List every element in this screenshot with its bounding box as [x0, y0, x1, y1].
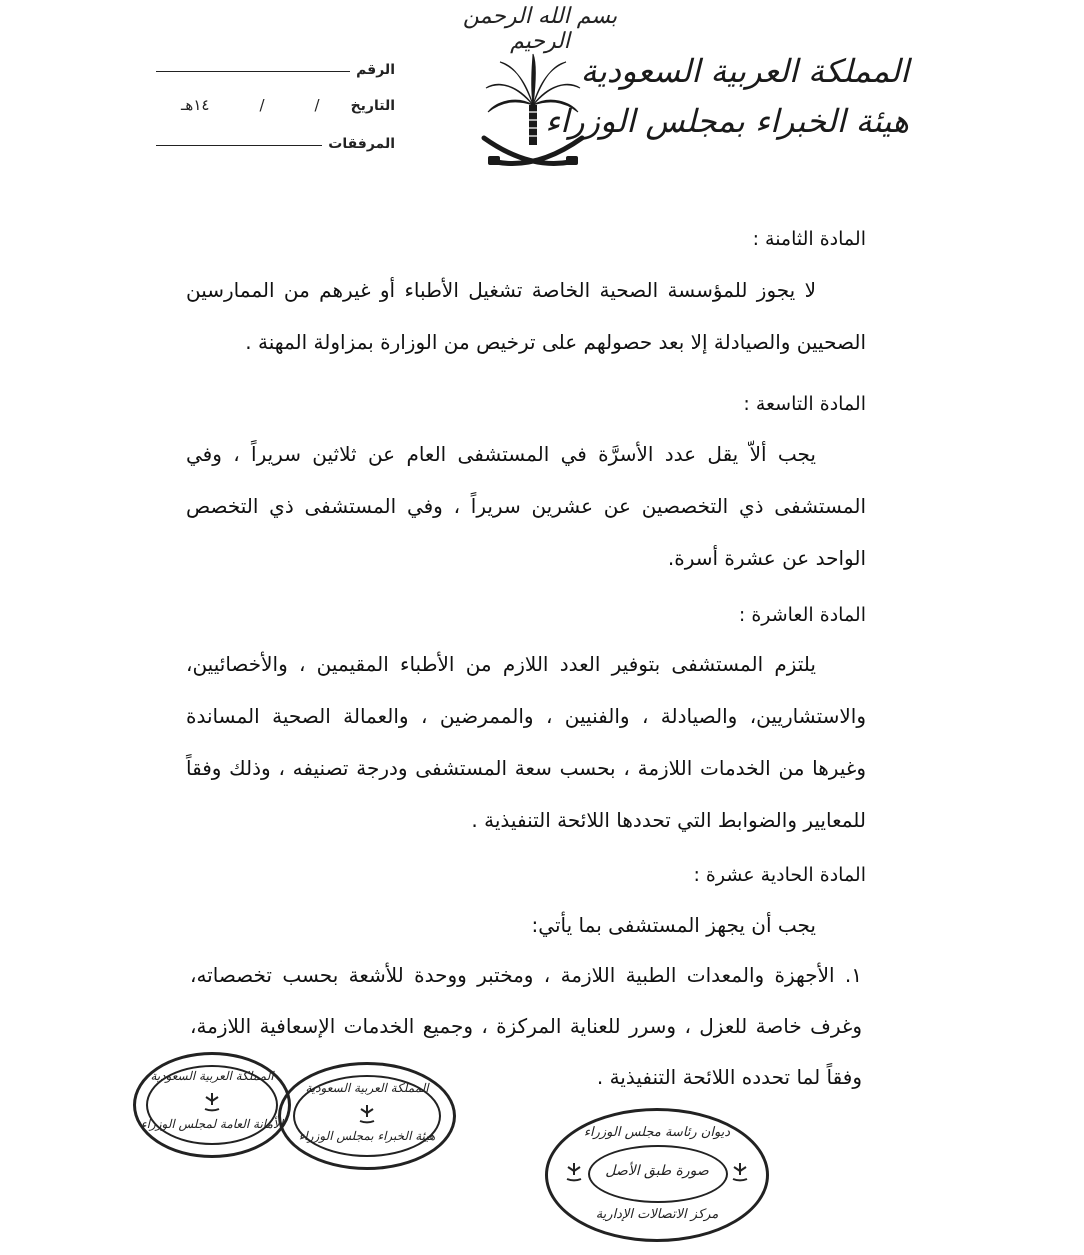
article-8-paragraph: لا يجوز للمؤسسة الصحية الخاصة تشغيل الأطباء أو غيرهم من الممارسين الصحيين والصيادلة إلا بعد حصولهم على ترخيص من الوزارة بمزاولة المهنة .	[186, 278, 866, 354]
article-10-heading: المادة العاشرة :	[738, 604, 866, 626]
article-9-heading: المادة التاسعة :	[743, 393, 866, 415]
article-11-item-1: ١. الأجهزة والمعدات الطبية اللازمة ، ومختبر ووحدة للأشعة بحسب تخصصاته، وغرف خاصة للعزل ، وسرر للعناية المركزة ، وجميع الخدمات الإسعافية اللازمة، وفقاً لما تحدده اللائحة التنفيذية .	[190, 963, 862, 1089]
stamp-general-secretariat	[133, 1052, 291, 1158]
stamp-1-inner-text: الأمانة العامة لمجلس الوزراء	[140, 1117, 284, 1131]
stamp-1-emblem-icon	[202, 1091, 222, 1113]
stamp-true-copy	[545, 1108, 769, 1242]
basmala: بسم الله الرحمن الرحيم	[462, 4, 618, 54]
stamp-experts-commission	[278, 1062, 456, 1170]
attachments-label: المرفقات	[328, 136, 395, 152]
article-11-heading: المادة الحادية عشرة :	[693, 864, 866, 886]
date-suffix: ١٤هـ	[181, 96, 210, 114]
stamp-3-left-emblem-icon	[564, 1161, 584, 1183]
stamp-1-outer-text: المملكة العربية السعودية	[150, 1069, 274, 1083]
stamp-2-outer-text: المملكة العربية السعودية	[305, 1081, 429, 1095]
stamp-3-bottom-text: مركز الاتصالات الإدارية	[595, 1207, 719, 1222]
reference-label: الرقم	[356, 62, 395, 78]
org-line-1: المملكة العربية السعودية	[580, 52, 909, 90]
attachments-line	[156, 145, 322, 146]
reference-line	[156, 71, 350, 72]
stamp-2-emblem-icon	[357, 1103, 377, 1125]
stamp-3-right-emblem-icon	[730, 1161, 750, 1183]
date-value	[156, 96, 345, 114]
date-separator: /	[314, 96, 320, 114]
article-10-paragraph: يلتزم المستشفى بتوفير العدد اللازم من الأطباء المقيمين ، والأخصائيين، والاستشاريين، والصيادلة ، والفنيين ، والممرضين ، والعمالة الصحية المساندة وغيرها من الخدمات اللازمة ، بحسب سعة المستشفى ودرجة تصنيفه ، وذلك وفقاً للمعايير والضوابط التي تحددها اللائحة التنفيذية .	[186, 652, 866, 832]
attachments-row	[150, 126, 395, 152]
stamp-3-outer-text: ديوان رئاسة مجلس الوزراء	[583, 1125, 731, 1140]
org-line-2: هيئة الخبراء بمجلس الوزراء	[545, 102, 909, 140]
stamp-2-inner-text: هيئة الخبراء بمجلس الوزراء	[298, 1129, 436, 1143]
article-11-intro: يجب أن يجهز المستشفى بما يأتي:	[531, 913, 816, 937]
stamp-3-center-text: صورة طبق الأصل	[605, 1163, 709, 1179]
date-separator: /	[259, 96, 265, 114]
reference-number-row	[150, 52, 395, 78]
date-row	[150, 88, 395, 114]
date-label: التاريخ	[350, 98, 395, 114]
article-8-heading: المادة الثامنة :	[752, 228, 866, 250]
article-9-paragraph: يجب ألاّ يقل عدد الأسرَّة في المستشفى العام عن ثلاثين سريراً ، وفي المستشفى ذي التخصصين عن عشرين سريراً ، وفي المستشفى ذي التخصص الواحد عن عشرة أسرة.	[186, 442, 866, 570]
